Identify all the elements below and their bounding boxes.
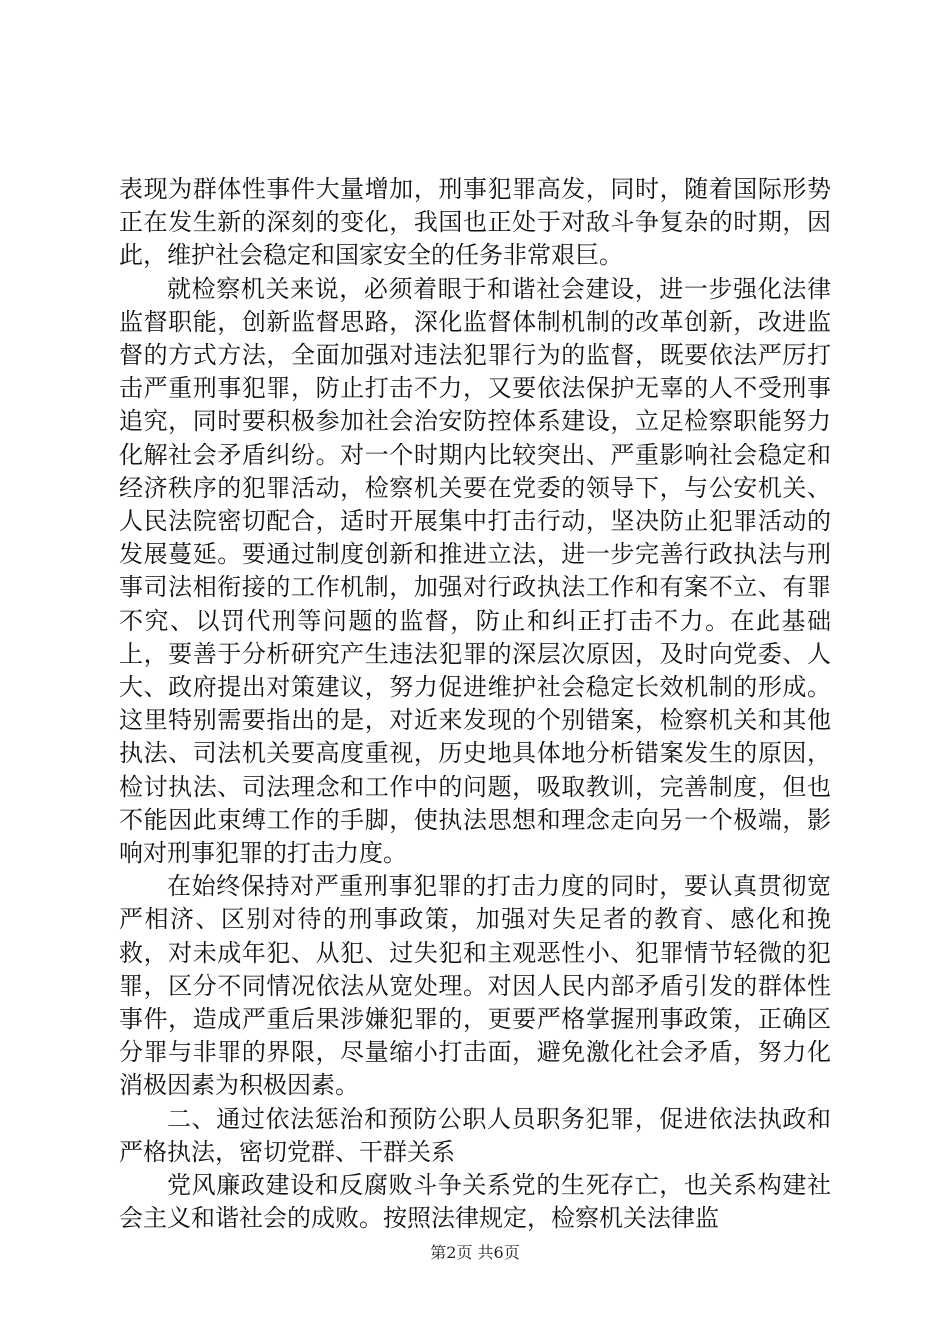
- paragraph-continuation: 表现为群体性事件大量增加，刑事犯罪高发，同时，随着国际形势正在发生新的深刻的变化，我国也正处于对敌斗争复杂的时期，因此，维护社会稳定和国家安全的任务非常艰巨。: [119, 175, 831, 270]
- page-footer: 第2页 共6页: [430, 1243, 520, 1262]
- paragraph-procuratorial-duties: 就检察机关来说，必须着眼于和谐社会建设，进一步强化法律监督职能，创新监督思路，深化监督体制机制的改革创新，改进监督的方式方法，全面加强对违法犯罪行为的监督，既要依法严厉打击严重刑事犯罪，防止打击不力，又要依法保护无辜的人不受刑事追究，同时要积极参加社会治安防控体系建设，立足检察职能努力化解社会矛盾纠纷。对一个时期内比较突出、严重影响社会稳定和经济秩序的犯罪活动，检察机关要在党委的领导下，与公安机关、人民法院密切配合，适时开展集中打击行动，坚决防止犯罪活动的发展蔓延。要通过制度创新和推进立法，进一步完善行政执法与刑事司法相衔接的工作机制，加强对行政执法工作和有案不立、有罪不究、以罚代刑等问题的监督，防止和纠正打击不力。在此基础上，要善于分析研究产生违法犯罪的深层次原因，及时向党委、人大、政府提出对策建议，努力促进维护社会稳定长效机制的形成。这里特别需要指出的是，对近来发现的个别错案，检察机关和其他执法、司法机关要高度重视，历史地具体地分析错案发生的原因，检讨执法、司法理念和工作中的问题，吸取教训，完善制度，但也不能因此束缚工作的手脚，使执法思想和理念走向另一个极端，影响对刑事犯罪的打击力度。: [119, 274, 831, 868]
- section-heading-2: 二、通过依法惩治和预防公职人员职务犯罪，促进依法执政和严格执法，密切党群、干群关系: [119, 1104, 831, 1166]
- document-body: [119, 173, 831, 1236]
- paragraph-anti-corruption: 党风廉政建设和反腐败斗争关系党的生死存亡，也关系构建社会主义和谐社会的成败。按照法律规定，检察机关法律监: [119, 1171, 831, 1233]
- paragraph-criminal-policy: 在始终保持对严重刑事犯罪的打击力度的同时，要认真贯彻宽严相济、区别对待的刑事政策，加强对失足者的教育、感化和挽救，对未成年犯、从犯、过失犯和主观恶性小、犯罪情节轻微的犯罪，区分不同情况依法从宽处理。对因人民内部矛盾引发的群体性事件，造成严重后果涉嫌犯罪的，更要严格掌握刑事政策，正确区分罪与非罪的界限，尽量缩小打击面，避免激化社会矛盾，努力化消极因素为积极因素。: [119, 872, 831, 1100]
